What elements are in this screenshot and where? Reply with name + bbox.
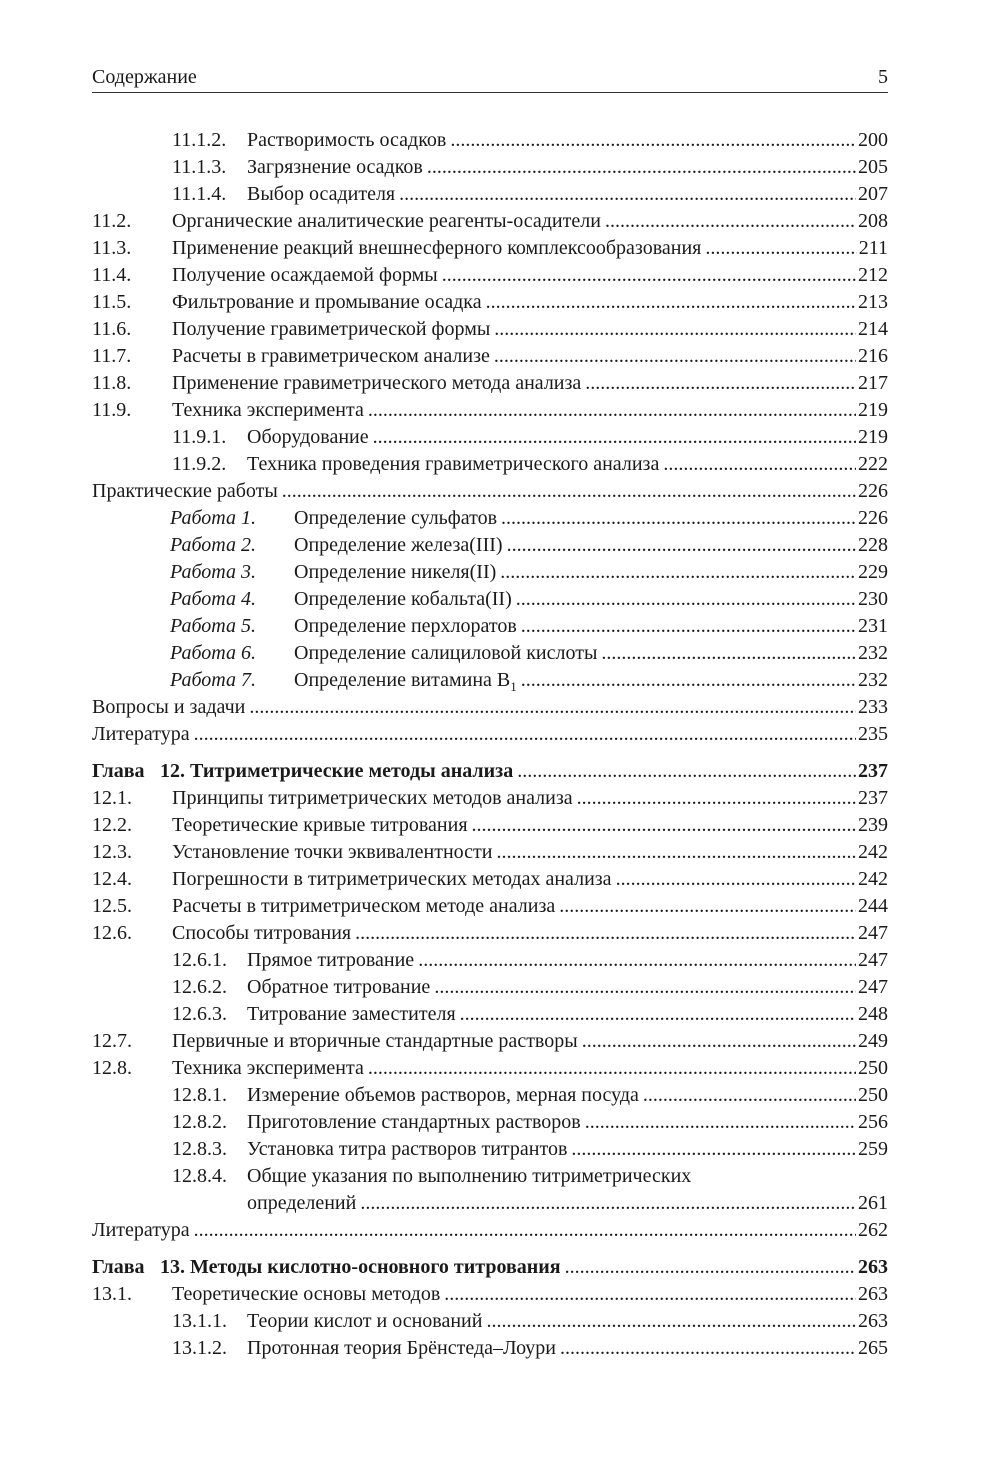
toc-entry[interactable] (92, 505, 888, 532)
toc-entry-number: 11.1.3. (172, 156, 227, 178)
toc-entry-page: 211 (859, 235, 888, 262)
toc-entry-title: Теоретические кривые титрования (172, 814, 468, 836)
toc-dot-leader (521, 613, 856, 640)
toc-entry[interactable] (92, 397, 888, 424)
toc-dot-leader (368, 1055, 856, 1082)
running-header (92, 64, 888, 93)
toc-entry-title: Техника эксперимента (172, 399, 364, 421)
toc-dot-leader (427, 154, 856, 181)
toc-entry-page: 213 (858, 289, 888, 316)
toc-entry-label: Работа 5. (170, 615, 256, 637)
toc-entry-number: 11.2. (92, 210, 132, 232)
toc-dot-leader (577, 785, 856, 812)
toc-entry-title: Определение кобальта(II) (294, 588, 512, 610)
toc-chapter-title: 12. Титриметрические методы анализа (160, 760, 514, 782)
toc-entry-title: Принципы титриметрических методов анализа (172, 787, 573, 809)
toc-entry-title: Растворимость осадков (247, 129, 447, 151)
toc-entry[interactable] (92, 451, 888, 478)
header-page-number: 5 (878, 66, 888, 88)
toc-entry-number: 11.9.2. (172, 453, 227, 475)
toc-dot-leader (494, 343, 856, 370)
toc-entry-title: Применение реакций внешнесферного комплексообразования (172, 237, 702, 259)
toc-entry-number: 11.4. (92, 264, 132, 286)
toc-entry-number: 11.7. (92, 345, 132, 367)
toc-entry-number: 12.8.3. (172, 1138, 227, 1160)
toc-dot-leader (605, 208, 856, 235)
toc-entry[interactable] (92, 1001, 888, 1028)
toc-entry[interactable] (92, 866, 888, 893)
toc-entry-title: Установление точки эквивалентности (172, 841, 493, 863)
toc-entry-number: 12.6.1. (172, 949, 227, 971)
subscript: 1 (510, 679, 517, 694)
toc-dot-leader (507, 532, 856, 559)
toc-entry-page: 249 (858, 1028, 888, 1055)
toc-dot-leader (282, 478, 856, 505)
toc-entry-number: 12.8.2. (172, 1111, 227, 1133)
toc-entry-page: 200 (858, 127, 888, 154)
toc-entry[interactable] (92, 667, 888, 694)
toc-entry-page: 250 (858, 1055, 888, 1082)
toc-entry-page: 232 (858, 667, 888, 694)
toc-entry-page: 214 (858, 316, 888, 343)
toc-entry-title: Определение перхлоратов (294, 615, 517, 637)
toc-dot-leader (442, 262, 856, 289)
toc-entry-title: Обратное титрование (247, 976, 431, 998)
toc-entry[interactable] (92, 694, 888, 721)
toc-entry-continuation[interactable] (92, 1190, 888, 1217)
toc-entry-label: Работа 3. (170, 561, 256, 583)
toc-entry-page: 256 (858, 1109, 888, 1136)
toc-dot-leader (501, 505, 856, 532)
toc-entry-number: 11.9. (92, 399, 132, 421)
toc-entry[interactable] (92, 974, 888, 1001)
toc-entry[interactable] (92, 947, 888, 974)
toc-entry-page: 247 (858, 947, 888, 974)
toc-entry[interactable] (92, 920, 888, 947)
toc-entry[interactable] (92, 154, 888, 181)
toc-entry-number: 12.2. (92, 814, 132, 836)
toc-entry-title: Применение гравиметрического метода анализа (172, 372, 582, 394)
toc-dot-leader (500, 559, 856, 586)
toc-entry-title: Практические работы (92, 480, 278, 502)
toc-dot-leader (486, 1308, 856, 1335)
toc-entry-number: 12.4. (92, 868, 132, 890)
header-title: Содержание (92, 66, 197, 88)
toc-entry-title: Определение железа(III) (294, 534, 503, 556)
toc-entry-page: 244 (858, 893, 888, 920)
toc-entry-title: Литература (92, 1219, 190, 1241)
toc-entry[interactable] (92, 343, 888, 370)
toc-entry-title: Оборудование (247, 426, 369, 448)
toc-entry-title (294, 667, 517, 694)
toc-entry[interactable] (92, 1308, 888, 1335)
toc-dot-leader (705, 235, 856, 262)
toc-dot-leader (399, 181, 856, 208)
toc-entry[interactable] (92, 812, 888, 839)
toc-dot-leader (571, 1136, 856, 1163)
toc-entry[interactable] (92, 478, 888, 505)
toc-entry-page: 232 (858, 640, 888, 667)
toc-entry-title: Титрование заместителя (247, 1003, 456, 1025)
toc-dot-leader (643, 1082, 856, 1109)
toc-entry[interactable] (92, 316, 888, 343)
toc-dot-leader (472, 812, 856, 839)
toc-entry-page: 230 (858, 586, 888, 613)
toc-entry-page: 233 (858, 694, 888, 721)
toc-chapter-label: Глава (92, 1256, 145, 1278)
toc-entry-page: 231 (858, 613, 888, 640)
toc-entry[interactable] (92, 208, 888, 235)
toc-entry[interactable] (92, 289, 888, 316)
toc-entry-label: Работа 2. (170, 534, 256, 556)
toc-entry-number: 11.3. (92, 237, 132, 259)
toc-entry-number: 11.9.1. (172, 426, 227, 448)
toc-entry-page: 250 (858, 1082, 888, 1109)
toc-entry-number: 13.1.2. (172, 1337, 227, 1359)
toc-chapter-page: 263 (858, 1254, 888, 1281)
toc-entry-title: Первичные и вторичные стандартные растворы (172, 1030, 578, 1052)
toc-entry-title: Определение никеля(II) (294, 561, 497, 583)
toc-entry-page: 259 (858, 1136, 888, 1163)
toc-dot-leader (460, 1001, 856, 1028)
toc-entry-page: 205 (858, 154, 888, 181)
toc-chapter-entry[interactable] (92, 758, 888, 785)
toc-dot-leader (373, 424, 856, 451)
toc-entry-title: Прямое титрование (247, 949, 415, 971)
toc-entry-number: 12.7. (92, 1030, 132, 1052)
toc-entry-title: Расчеты в титриметрическом методе анализа (172, 895, 556, 917)
toc-entry-page: 226 (858, 505, 888, 532)
toc-entry-label: Работа 4. (170, 588, 256, 610)
toc-entry-page: 262 (858, 1217, 888, 1244)
toc-entry-page: 208 (858, 208, 888, 235)
toc-entry[interactable] (92, 235, 888, 262)
toc-entry-title: Способы титрования (172, 922, 352, 944)
toc-entry-number: 12.8.1. (172, 1084, 227, 1106)
toc-entry[interactable] (92, 1055, 888, 1082)
toc-entry-title: Определение салициловой кислоты (294, 642, 598, 664)
toc-entry-title: Литература (92, 723, 190, 745)
toc-entry[interactable] (92, 1163, 888, 1190)
toc-entry[interactable] (92, 370, 888, 397)
toc-entry-number: 11.6. (92, 318, 132, 340)
toc-entry[interactable] (92, 839, 888, 866)
toc-dot-leader (368, 397, 856, 424)
toc-entry-page: 226 (858, 478, 888, 505)
toc-entry-page: 248 (858, 1001, 888, 1028)
toc-entry-page: 216 (858, 343, 888, 370)
toc-entry-label: Работа 1. (170, 507, 256, 529)
toc-entry[interactable] (92, 893, 888, 920)
toc-entry-page: 217 (858, 370, 888, 397)
toc-entry-number: 12.5. (92, 895, 132, 917)
toc-entry-number: 12.6.3. (172, 1003, 227, 1025)
toc-chapter-page: 237 (858, 758, 888, 785)
toc-entry-title: Расчеты в гравиметрическом анализе (172, 345, 490, 367)
toc-dot-leader (360, 1190, 856, 1217)
toc-dot-leader (355, 920, 856, 947)
toc-entry-page: 219 (858, 397, 888, 424)
toc-entry-page: 228 (858, 532, 888, 559)
toc-entry-number: 11.5. (92, 291, 132, 313)
toc-dot-leader (494, 316, 856, 343)
toc-dot-leader (516, 586, 856, 613)
toc-entry-page: 235 (858, 721, 888, 748)
toc-entry-page: 261 (858, 1190, 888, 1217)
toc-dot-leader (601, 640, 856, 667)
toc-entry-title: Загрязнение осадков (247, 156, 423, 178)
toc-entry-page: 237 (858, 785, 888, 812)
toc-entry[interactable] (92, 785, 888, 812)
toc-entry-title: Техника эксперимента (172, 1057, 364, 1079)
toc-entry-title: Получение гравиметрической формы (172, 318, 491, 340)
toc-entry[interactable] (92, 1082, 888, 1109)
toc-entry[interactable] (92, 181, 888, 208)
toc-entry[interactable] (92, 1217, 888, 1244)
toc-entry[interactable] (92, 586, 888, 613)
toc-entry-title: Погрешности в титриметрических методах анализа (172, 868, 612, 890)
toc-dot-leader (521, 667, 856, 694)
toc-entry-number: 11.8. (92, 372, 132, 394)
toc-entry-title-continued: определений (247, 1192, 357, 1214)
toc-entry-title: Измерение объемов растворов, мерная посуда (247, 1084, 639, 1106)
section-gap (92, 748, 888, 758)
toc-entry-page: 247 (858, 974, 888, 1001)
toc-entry-title: Теории кислот и оснований (247, 1310, 483, 1332)
toc-entry-number: 13.1.1. (172, 1310, 227, 1332)
toc-entry-title-text: Определение витамина B (294, 669, 511, 691)
toc-entry-number: 11.1.4. (172, 183, 227, 205)
toc-entry-title: Определение сульфатов (294, 507, 498, 529)
toc-entry-page: 242 (858, 839, 888, 866)
toc-dot-leader (434, 974, 856, 1001)
toc-dot-leader (663, 451, 856, 478)
toc-entry-title: Органические аналитические реагенты-осадители (172, 210, 601, 232)
toc-dot-leader (585, 1109, 856, 1136)
toc-dot-leader (496, 839, 856, 866)
toc-dot-leader (585, 370, 856, 397)
toc-dot-leader (560, 1335, 856, 1362)
toc-entry-title: Вопросы и задачи (92, 696, 246, 718)
toc-entry-number: 12.3. (92, 841, 132, 863)
toc-entry-page: 242 (858, 866, 888, 893)
toc-entry-page: 229 (858, 559, 888, 586)
toc-entry-page: 265 (858, 1335, 888, 1362)
toc-entry[interactable] (92, 613, 888, 640)
toc-entry[interactable] (92, 532, 888, 559)
toc-entry-page: 247 (858, 920, 888, 947)
toc-dot-leader (194, 721, 856, 748)
toc-chapter-entry[interactable] (92, 1254, 888, 1281)
toc-dot-leader (418, 947, 856, 974)
toc-entry[interactable] (92, 640, 888, 667)
toc-entry[interactable] (92, 424, 888, 451)
toc-entry-title: Техника проведения гравиметрического анализа (247, 453, 660, 475)
toc-entry-page: 212 (858, 262, 888, 289)
toc-entry[interactable] (92, 1281, 888, 1308)
toc-entry[interactable] (92, 1109, 888, 1136)
toc-entry-title: Выбор осадителя (247, 183, 396, 205)
toc-entry[interactable] (92, 1335, 888, 1362)
toc-dot-leader (486, 289, 856, 316)
toc-dot-leader (565, 1254, 856, 1281)
toc-dot-leader (616, 866, 856, 893)
toc-entry-page: 263 (858, 1308, 888, 1335)
toc-entry-number: 12.8.4. (172, 1165, 227, 1187)
toc-entry-number: 12.6.2. (172, 976, 227, 998)
toc-entry-number: 11.1.2. (172, 129, 227, 151)
toc-entry[interactable] (92, 127, 888, 154)
section-gap (92, 1244, 888, 1254)
table-of-contents (92, 127, 888, 1362)
toc-dot-leader (249, 694, 856, 721)
toc-entry-title: Установка титра растворов титрантов (247, 1138, 568, 1160)
toc-entry-number: 12.8. (92, 1057, 132, 1079)
toc-chapter-label: Глава (92, 760, 145, 782)
toc-entry[interactable] (92, 721, 888, 748)
toc-entry-title: Общие указания по выполнению титриметрических (247, 1165, 692, 1187)
toc-dot-leader (517, 758, 856, 785)
toc-entry-page: 263 (858, 1281, 888, 1308)
toc-entry-page: 222 (858, 451, 888, 478)
toc-dot-leader (194, 1217, 856, 1244)
toc-dot-leader (559, 893, 856, 920)
toc-dot-leader (582, 1028, 856, 1055)
toc-entry-title: Протонная теория Брёнстеда–Лоури (247, 1337, 557, 1359)
toc-entry-number: 12.1. (92, 787, 132, 809)
toc-entry[interactable] (92, 1028, 888, 1055)
toc-entry-label: Работа 6. (170, 642, 256, 664)
toc-entry-title: Получение осаждаемой формы (172, 264, 438, 286)
toc-entry-label: Работа 7. (170, 669, 256, 691)
toc-entry-page: 219 (858, 424, 888, 451)
toc-entry[interactable] (92, 262, 888, 289)
toc-dot-leader (450, 127, 856, 154)
toc-entry-number: 13.1. (92, 1283, 132, 1305)
toc-entry[interactable] (92, 1136, 888, 1163)
toc-entry-page: 207 (858, 181, 888, 208)
toc-entry-title: Приготовление стандартных растворов (247, 1111, 581, 1133)
toc-dot-leader (444, 1281, 856, 1308)
toc-entry[interactable] (92, 559, 888, 586)
toc-entry-title: Теоретические основы методов (172, 1283, 441, 1305)
toc-entry-title: Фильтрование и промывание осадка (172, 291, 482, 313)
toc-entry-number: 12.6. (92, 922, 132, 944)
toc-chapter-title: 13. Методы кислотно-основного титрования (160, 1256, 561, 1278)
toc-entry-page: 239 (858, 812, 888, 839)
